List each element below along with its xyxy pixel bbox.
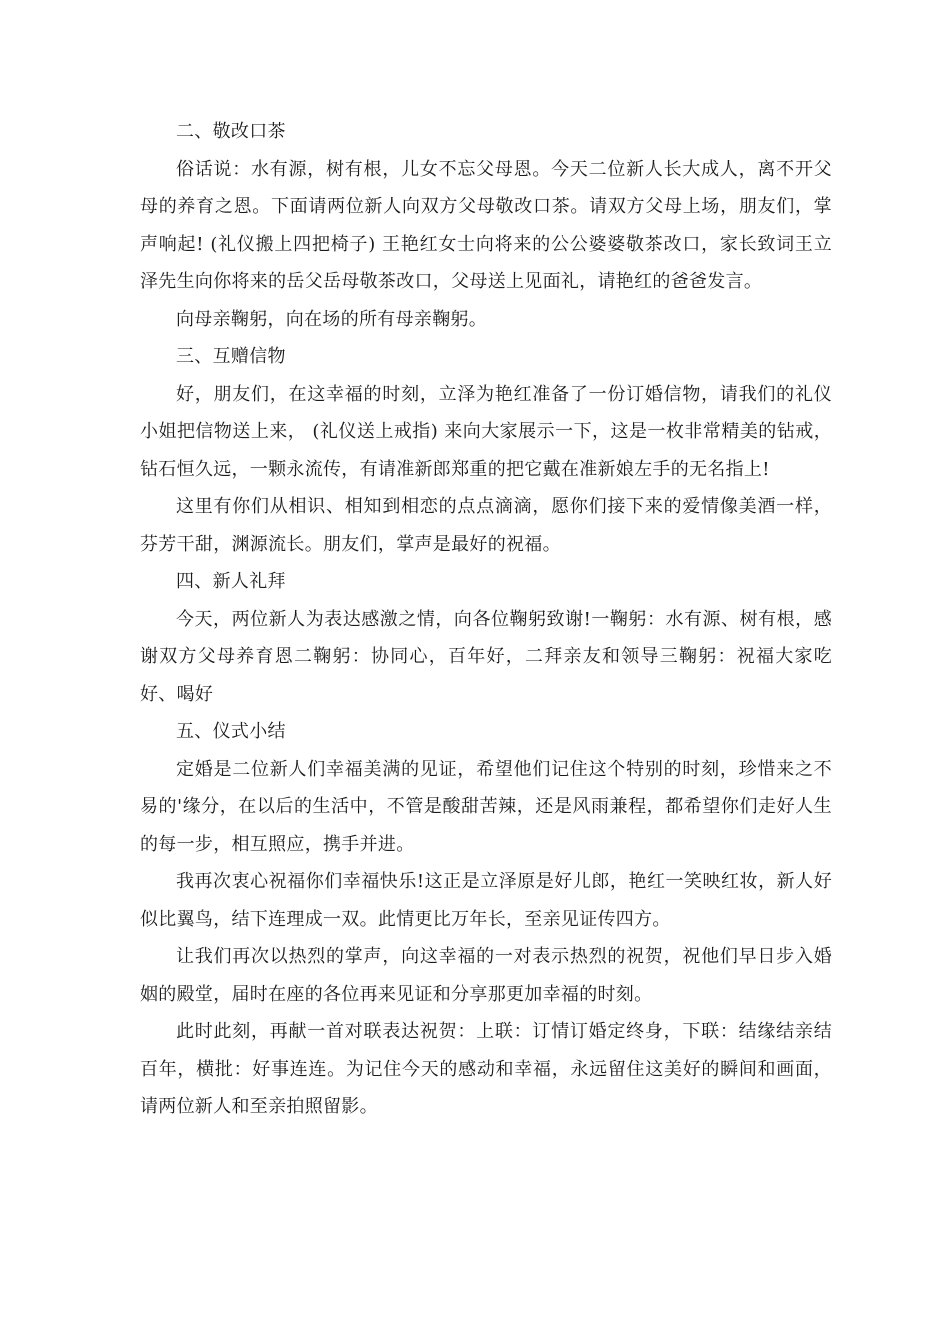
paragraph: 定婚是二位新人们幸福美满的见证，希望他们记住这个特别的时刻，珍惜来之不易的'缘分，在以后的生活中，不管是酸甜苦辣，还是风雨兼程，都希望你们走好人生的每一步，相互照应，携手并进。 bbox=[140, 758, 832, 855]
section-couple-bows bbox=[140, 563, 832, 713]
paragraph: 俗话说：水有源，树有根，儿女不忘父母恩。今天二位新人长大成人，离不开父母的养育之恩。下面请两位新人向双方父母敬改口茶。请双方父母上场，朋友们，掌声响起! (礼仪搬上四把椅子) 王艳红女士向将来的公公婆婆敬茶改口，家长致词王立泽先生向你将来的岳父岳母敬茶改口，父母送上见面礼，请艳红的爸爸发言。 bbox=[140, 158, 832, 292]
section-heading: 三、互赠信物 bbox=[176, 346, 286, 367]
paragraph: 此时此刻，再献一首对联表达祝贺：上联：订情订婚定终身，下联：结缘结亲结百年，横批：好事连连。为记住今天的感动和幸福，永远留住这美好的瞬间和画面，请两位新人和至亲拍照留影。 bbox=[140, 1021, 832, 1117]
paragraph: 让我们再次以热烈的掌声，向这幸福的一对表示热烈的祝贺，祝他们早日步入婚姻的殿堂，届时在座的各位再来见证和分享那更加幸福的时刻。 bbox=[140, 946, 832, 1005]
document-body bbox=[140, 113, 832, 1126]
paragraph: 今天，两位新人为表达感激之情，向各位鞠躬致谢!一鞠躬：水有源、树有根，感谢双方父母养育恩二鞠躬：协同心，百年好，二拜亲友和领导三鞠躬：祝福大家吃好、喝好 bbox=[140, 608, 832, 705]
paragraph: 向母亲鞠躬，向在场的所有母亲鞠躬。 bbox=[176, 308, 488, 330]
section-heading: 二、敬改口茶 bbox=[176, 121, 286, 142]
paragraph: 这里有你们从相识、相知到相恋的点点滴滴，愿你们接下来的爱情像美酒一样，芬芳干甜，渊源流长。朋友们，掌声是最好的祝福。 bbox=[140, 496, 832, 555]
section-heading: 四、新人礼拜 bbox=[176, 571, 286, 592]
section-ceremony-summary bbox=[140, 713, 832, 1126]
paragraph: 我再次衷心祝福你们幸福快乐!这正是立泽原是好儿郎，艳红一笑映红妆，新人好似比翼鸟，结下连理成一双。此情更比万年长，至亲见证传四方。 bbox=[140, 871, 832, 930]
section-tea-ceremony bbox=[140, 113, 832, 338]
paragraph: 好，朋友们，在这幸福的时刻，立泽为艳红准备了一份订婚信物，请我们的礼仪小姐把信物送上来， (礼仪送上戒指) 来向大家展示一下，这是一枚非常精美的钻戒，钻石恒久远，一颗永流传，有请准新郎郑重的把它戴在准新娘左手的无名指上! bbox=[140, 383, 832, 480]
section-heading: 五、仪式小结 bbox=[176, 721, 286, 742]
section-exchange-tokens bbox=[140, 338, 832, 563]
